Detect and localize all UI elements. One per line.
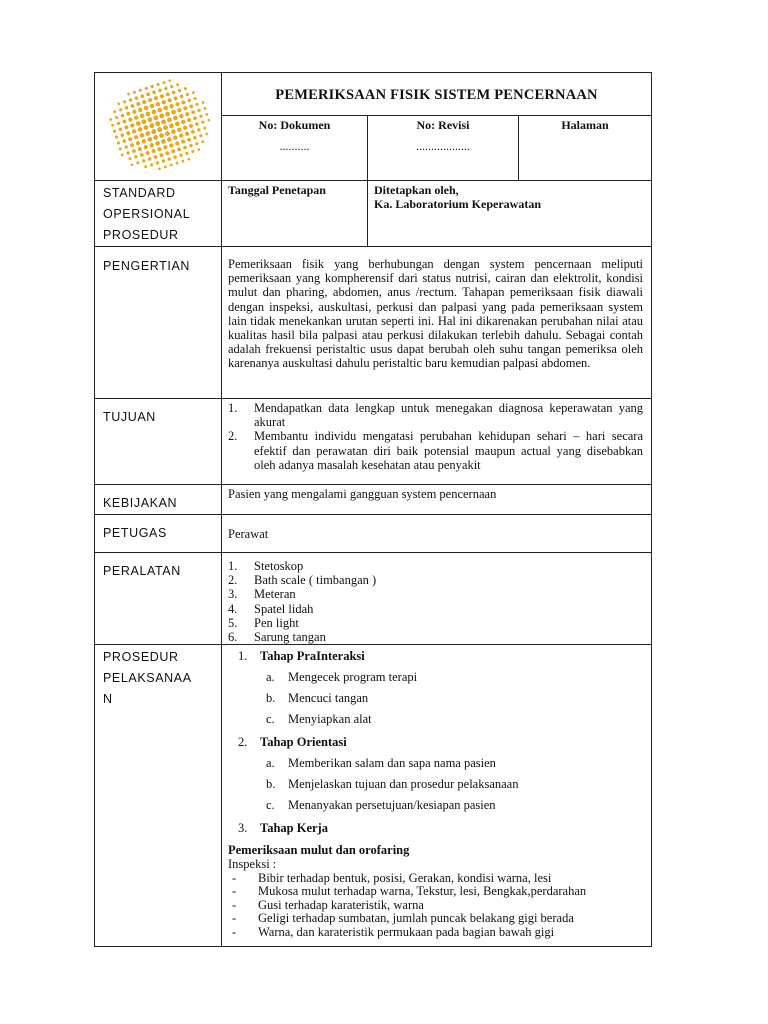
pengertian-text: Pemeriksaan fisik yang berhubungan dengan system pencernaan meliputi pemeriksaan yang kompherensif dari status nutrisi, cairan dan elektrolit, kondisi mulut dan pharing, abdomen, anus /rectum. Tahapan pemeriksaan fisik diawali dengan inspeksi, auskultasi, perkusi dan palpasi yang pada pemeriksaan system lain tidak menekankan urutan seperti ini. Hal ini dikarenakan perubahan nilai atau kualitas hasil bila palpasi atau perkusi dilakukan terlebih dahulu. Sebagai contah adalah frekuensi peristaltic usus dapat berubah oleh suhu tangan pemeriksa oleh karenanya auskultasi dahulu peristaltic baru kemudian palpasi abdomen. bbox=[222, 247, 652, 399]
peralatan-item-number: 5. bbox=[228, 615, 238, 630]
peralatan-item-text: Sarung tangan bbox=[254, 630, 326, 645]
logo-dot bbox=[133, 115, 139, 121]
logo-dot bbox=[195, 142, 199, 146]
tahap-step-number: b. bbox=[266, 777, 276, 792]
logo-dot bbox=[124, 145, 128, 149]
tahap-step bbox=[228, 756, 643, 777]
logo-dot bbox=[139, 132, 145, 138]
tujuan-item-text: Membantu individu mengatasi perubahan kehidupan sehari – hari secara efektif dan perawatan diri baik potensial maupun actual yang disebabkan oleh adanya masalah kesehatan atau penyakit bbox=[254, 429, 644, 472]
logo-dot bbox=[124, 106, 128, 110]
logo-dot bbox=[142, 99, 147, 104]
logo-dot bbox=[126, 131, 131, 136]
tahap-step-text: Menjelaskan tujuan dan prosedur pelaksanaan bbox=[288, 777, 519, 792]
logo-dot bbox=[201, 140, 204, 143]
logo-dot bbox=[205, 132, 208, 135]
logo-dot bbox=[175, 102, 180, 107]
logo-dot bbox=[163, 165, 167, 169]
logo-dot bbox=[152, 90, 157, 95]
logo-dot bbox=[179, 94, 184, 99]
logo-dot bbox=[134, 155, 138, 159]
logo-dot bbox=[161, 138, 167, 144]
logo-dot bbox=[130, 103, 135, 108]
tahap-step bbox=[228, 691, 643, 712]
logo-dot bbox=[167, 157, 171, 161]
logo-dot bbox=[127, 92, 131, 96]
tujuan-label: TUJUAN bbox=[95, 399, 222, 485]
kebijakan-text: Pasien yang mengalami gangguan system pencernaan bbox=[222, 485, 652, 515]
peralatan-item bbox=[228, 630, 643, 644]
logo-dot bbox=[161, 159, 165, 163]
logo-dot bbox=[137, 127, 143, 133]
logo-dot bbox=[149, 123, 155, 129]
mulut-heading: Pemeriksaan mulut dan orofaring bbox=[228, 843, 410, 858]
logo-dot bbox=[128, 98, 132, 102]
logo-dot bbox=[171, 149, 176, 154]
logo-dot bbox=[153, 115, 159, 121]
no-dokumen-cell bbox=[222, 115, 368, 180]
logo-dot bbox=[145, 111, 151, 117]
logo-dot bbox=[176, 127, 182, 133]
tahap-step-number: a. bbox=[266, 670, 275, 685]
inspeksi-list bbox=[228, 872, 643, 940]
logo-dot bbox=[172, 135, 178, 141]
logo-dot bbox=[191, 150, 195, 154]
logo-dot bbox=[132, 149, 137, 154]
logo-dot bbox=[130, 123, 135, 128]
logo-dot bbox=[201, 101, 204, 104]
logo-dot bbox=[189, 123, 194, 128]
logo-dot bbox=[116, 121, 120, 125]
logo-dot bbox=[144, 165, 148, 169]
logo-cell bbox=[95, 73, 222, 181]
tahap-title: Tahap Kerja bbox=[260, 821, 328, 836]
inspeksi-item-number: - bbox=[232, 897, 237, 912]
tahap-step bbox=[228, 798, 643, 819]
no-revisi-label: No: Revisi bbox=[416, 117, 470, 132]
logo-dot bbox=[153, 96, 158, 101]
logo-dot bbox=[170, 129, 176, 135]
tahap-step-number: b. bbox=[266, 691, 276, 706]
logo-dot bbox=[167, 98, 172, 103]
logo-dot bbox=[151, 109, 157, 115]
ditetapkan-oleh bbox=[368, 181, 652, 247]
peralatan-item-number: 1. bbox=[228, 559, 238, 573]
ditetapkan-line: Ka. Laboratorium Keperawatan bbox=[374, 197, 541, 212]
logo-dot bbox=[115, 116, 119, 120]
tahap-title: Tahap PraInteraksi bbox=[260, 649, 365, 664]
logo-dot bbox=[130, 163, 133, 166]
logo-dot bbox=[118, 147, 122, 151]
logo-dot bbox=[151, 128, 157, 134]
sop-table bbox=[94, 72, 652, 947]
logo-dot bbox=[183, 145, 188, 150]
logo-dot bbox=[173, 155, 177, 159]
logo-dot bbox=[141, 138, 147, 144]
logo-dot bbox=[128, 117, 133, 122]
logo-dot bbox=[207, 119, 210, 122]
logo-dot bbox=[184, 87, 188, 91]
logo-dot bbox=[111, 124, 115, 128]
logo-dot bbox=[203, 107, 206, 110]
tujuan-item-text: Mendapatkan data lengkap untuk menegakan diagnosa keperawatan yang akurat bbox=[254, 401, 644, 430]
no-dokumen-label: No: Dokumen bbox=[258, 117, 331, 132]
logo-dot bbox=[191, 129, 196, 134]
logo-dot bbox=[169, 143, 174, 148]
logo-dot bbox=[156, 83, 160, 87]
logo-dot bbox=[147, 98, 152, 103]
tujuan-content bbox=[222, 399, 652, 485]
tahap-step-text: Memberikan salam dan sapa nama pasien bbox=[288, 756, 496, 771]
logo-dot bbox=[163, 145, 168, 150]
inspeksi-item bbox=[228, 912, 643, 926]
logo-dot bbox=[137, 147, 142, 152]
logo-dot bbox=[197, 128, 201, 132]
tanggal-penetapan: Tanggal Penetapan bbox=[222, 181, 368, 247]
logo-dot bbox=[165, 151, 170, 156]
logo-dot bbox=[139, 113, 145, 119]
tahap-step-text: Mengecek program terapi bbox=[288, 670, 418, 685]
logo-dot bbox=[158, 88, 163, 93]
logo-dot bbox=[187, 137, 192, 142]
inspeksi-item-number: - bbox=[232, 870, 237, 885]
logo-dot bbox=[149, 103, 155, 109]
logo-dot bbox=[171, 90, 176, 95]
logo-dot bbox=[173, 96, 178, 101]
logo-dot bbox=[199, 114, 203, 118]
peralatan-item-text: Meteran bbox=[254, 587, 296, 602]
logo-dot bbox=[178, 133, 183, 138]
logo-dot bbox=[182, 125, 187, 130]
logo-dot bbox=[165, 92, 170, 97]
sop-document bbox=[94, 72, 652, 947]
prosedur-label-line: N bbox=[103, 692, 113, 707]
tujuan-list bbox=[228, 401, 643, 472]
no-dokumen-value: .......... bbox=[279, 138, 310, 153]
logo-dot bbox=[147, 117, 153, 123]
tujuan-item bbox=[228, 429, 643, 472]
logo-dot bbox=[159, 113, 165, 119]
peralatan-content bbox=[222, 553, 652, 645]
logo-dot bbox=[174, 121, 180, 127]
logo-dot bbox=[187, 98, 191, 102]
logo-dot bbox=[168, 123, 174, 129]
logo-dot bbox=[181, 100, 186, 105]
no-revisi-cell bbox=[368, 115, 519, 180]
logo-dot bbox=[193, 97, 197, 101]
logo-dot bbox=[168, 79, 171, 82]
peralatan-item-number: 4. bbox=[228, 601, 238, 616]
logo-dot bbox=[187, 117, 192, 122]
logo-dot bbox=[179, 153, 183, 157]
logo-dot bbox=[177, 147, 182, 152]
tahap-step bbox=[228, 670, 643, 691]
logo-dot bbox=[155, 121, 161, 127]
inspeksi-item bbox=[228, 899, 643, 913]
logo-dot bbox=[140, 94, 145, 99]
logo-dot bbox=[128, 137, 133, 142]
pengertian-label: PENGERTIAN bbox=[95, 247, 222, 399]
inspeksi-item-text: Warna, dan karateristik permukaan pada bagian bawah gigi bbox=[258, 924, 555, 939]
peralatan-item-text: Spatel lidah bbox=[254, 601, 314, 616]
inspeksi-item-text: Geligi terhadap sumbatan, jumlah puncak belakang gigi berada bbox=[258, 911, 574, 926]
logo-dot bbox=[187, 158, 190, 161]
peralatan-list bbox=[228, 559, 643, 644]
document-title: PEMERIKSAAN FISIK SISTEM PENCERNAAN bbox=[222, 73, 652, 116]
logo-dot bbox=[155, 161, 159, 165]
petugas-label: PETUGAS bbox=[95, 515, 222, 553]
tahap-list bbox=[228, 649, 643, 842]
tahap-number: 3. bbox=[238, 821, 248, 836]
halaman-cell bbox=[519, 115, 652, 180]
logo-dot bbox=[135, 121, 141, 127]
logo-dot bbox=[161, 99, 167, 105]
logo-dot bbox=[136, 161, 140, 165]
logo-dot bbox=[124, 125, 129, 130]
logo-dot bbox=[169, 103, 175, 109]
ditetapkan-line: Ditetapkan oleh, bbox=[374, 183, 459, 197]
peralatan-item-text: Pen light bbox=[254, 615, 299, 630]
logo-dot bbox=[158, 167, 161, 170]
tahap-number: 2. bbox=[238, 735, 248, 750]
logo-dot bbox=[172, 115, 178, 121]
logo-dot bbox=[113, 110, 117, 114]
logo-dot bbox=[162, 125, 168, 131]
logo-dot bbox=[123, 100, 127, 104]
logo-dot bbox=[116, 141, 120, 145]
logo-dot bbox=[132, 109, 137, 114]
inspeksi-item-text: Bibir terhadap bentuk, posisi, Gerakan, kondisi warna, lesi bbox=[258, 870, 552, 885]
petugas-text: Perawat bbox=[222, 515, 652, 553]
peralatan-item bbox=[228, 573, 643, 587]
peralatan-item bbox=[228, 587, 643, 601]
logo-dots bbox=[103, 73, 220, 175]
logo-dot bbox=[120, 133, 125, 138]
logo-dot bbox=[153, 134, 159, 140]
logo-dot bbox=[114, 135, 118, 139]
logo-dot bbox=[163, 105, 169, 111]
logo-dot bbox=[145, 130, 151, 136]
tahap-step-number: c. bbox=[266, 712, 275, 727]
logo-dot bbox=[155, 140, 161, 146]
logo-dot bbox=[177, 88, 181, 92]
logo-dot bbox=[166, 117, 172, 123]
logo-dot bbox=[143, 125, 149, 131]
inspeksi-item-number: - bbox=[232, 924, 237, 939]
logo-dot bbox=[118, 127, 122, 131]
logo-dot bbox=[138, 88, 142, 92]
logo-dot bbox=[134, 96, 139, 101]
logo-dot bbox=[201, 120, 205, 124]
logo-dot bbox=[143, 144, 148, 149]
logo-dot bbox=[147, 157, 152, 162]
prosedur-label bbox=[95, 645, 222, 947]
logo-dot bbox=[189, 143, 193, 147]
logo-dot bbox=[176, 83, 180, 87]
prosedur-label-line: PROSEDUR bbox=[103, 650, 179, 665]
sop-label bbox=[95, 181, 222, 247]
logo-dot bbox=[109, 118, 112, 121]
logo-dot bbox=[144, 86, 148, 90]
tahap-heading bbox=[228, 821, 643, 842]
logo-dot bbox=[146, 92, 151, 97]
logo-dot bbox=[142, 159, 146, 163]
peralatan-label: PERALATAN bbox=[95, 553, 222, 645]
tujuan-item-number: 1. bbox=[228, 401, 238, 415]
logo-dot bbox=[203, 126, 207, 130]
logo-dot bbox=[150, 163, 154, 167]
peralatan-item bbox=[228, 602, 643, 616]
logo-dot bbox=[177, 107, 183, 113]
inspeksi-item-number: - bbox=[232, 911, 237, 926]
logo-dot bbox=[164, 131, 170, 137]
logo-dot bbox=[119, 108, 123, 112]
peralatan-item-number: 3. bbox=[228, 587, 238, 602]
logo-dot bbox=[181, 139, 186, 144]
tahap-step bbox=[228, 777, 643, 798]
peralatan-item-text: Stetoskop bbox=[254, 559, 304, 573]
logo-dot bbox=[162, 81, 166, 85]
tahap-step-number: a. bbox=[266, 756, 275, 771]
logo-dot bbox=[169, 163, 173, 167]
inspeksi-item bbox=[228, 872, 643, 886]
logo-dot bbox=[175, 161, 179, 165]
logo-dot bbox=[120, 113, 124, 117]
logo-dot bbox=[157, 107, 163, 113]
logo-dot bbox=[122, 119, 127, 124]
logo-dot bbox=[170, 85, 174, 89]
logo-dot bbox=[147, 136, 153, 142]
logo-dot bbox=[175, 141, 180, 146]
logo-dot bbox=[155, 101, 161, 107]
sop-label-line: PROSEDUR bbox=[103, 228, 179, 242]
logo-dot bbox=[133, 135, 138, 140]
logo-dot bbox=[150, 84, 154, 88]
logo-dot bbox=[149, 142, 155, 148]
logo-dot bbox=[185, 92, 189, 96]
logo-dot bbox=[113, 129, 117, 133]
peralatan-item bbox=[228, 559, 643, 573]
institution-logo-icon bbox=[95, 73, 222, 175]
peralatan-item-number: 2. bbox=[228, 573, 238, 588]
tahap-number: 1. bbox=[238, 649, 248, 664]
logo-dot bbox=[143, 105, 149, 111]
tahap-step-text: Menyiapkan alat bbox=[288, 712, 372, 727]
logo-dot bbox=[180, 119, 186, 125]
logo-dot bbox=[191, 110, 196, 115]
peralatan-item-text: Bath scale ( timbangan ) bbox=[254, 573, 377, 588]
logo-dot bbox=[126, 111, 131, 116]
logo-dot bbox=[164, 86, 168, 90]
logo-dot bbox=[136, 101, 141, 106]
logo-dot bbox=[165, 111, 171, 117]
inspeksi-item-text: Gusi terhadap karateristik, warna bbox=[258, 897, 424, 912]
logo-dot bbox=[185, 112, 190, 117]
logo-dot bbox=[153, 155, 158, 160]
logo-dot bbox=[139, 153, 144, 158]
logo-dot bbox=[122, 139, 127, 144]
logo-dot bbox=[126, 151, 130, 155]
logo-dot bbox=[128, 157, 132, 161]
logo-dot bbox=[133, 90, 137, 94]
logo-dot bbox=[145, 151, 150, 156]
peralatan-item-number: 6. bbox=[228, 630, 238, 645]
logo-dot bbox=[185, 151, 189, 155]
peralatan-item bbox=[228, 616, 643, 630]
logo-dot bbox=[197, 108, 201, 112]
tahap-step bbox=[228, 712, 643, 733]
halaman-label: Halaman bbox=[561, 117, 609, 132]
logo-dot bbox=[195, 102, 199, 106]
inspeksi-item bbox=[228, 885, 643, 899]
prosedur-label-line: PELAKSANAA bbox=[103, 671, 192, 686]
no-revisi-value: .................. bbox=[416, 138, 470, 153]
logo-dot bbox=[195, 122, 200, 127]
tujuan-item-number: 2. bbox=[228, 429, 238, 444]
logo-dot bbox=[205, 113, 208, 116]
logo-dot bbox=[117, 102, 121, 106]
logo-dot bbox=[157, 147, 162, 152]
logo-dot bbox=[159, 94, 164, 99]
logo-dot bbox=[189, 104, 194, 109]
logo-dot bbox=[193, 136, 197, 140]
inspeksi-item bbox=[228, 926, 643, 940]
logo-dot bbox=[181, 159, 185, 163]
logo-dot bbox=[192, 91, 196, 95]
logo-dot bbox=[137, 107, 142, 112]
tahap-step-text: Mencuci tangan bbox=[288, 691, 369, 706]
sop-label-line: STANDARD bbox=[103, 186, 176, 200]
prosedur-content bbox=[222, 645, 652, 947]
tahap-step-text: Menanyakan persetujuan/kesiapan pasien bbox=[288, 798, 496, 813]
logo-dot bbox=[197, 148, 200, 151]
logo-dot bbox=[141, 119, 147, 125]
logo-dot bbox=[199, 134, 203, 138]
sop-label-line: OPERSIONAL bbox=[103, 207, 191, 221]
inspeksi-item-number: - bbox=[232, 884, 237, 899]
logo-dot bbox=[130, 143, 135, 148]
logo-dot bbox=[193, 116, 198, 121]
logo-dot bbox=[166, 137, 172, 143]
logo-dot bbox=[183, 106, 188, 111]
logo-dot bbox=[179, 113, 185, 119]
tujuan-item bbox=[228, 401, 643, 429]
logo-dot bbox=[161, 119, 167, 125]
inspeksi-label: Inspeksi : bbox=[228, 857, 277, 872]
tahap-heading bbox=[228, 649, 643, 670]
tahap-step-number: c. bbox=[266, 798, 275, 813]
inspeksi-item-text: Mukosa mulut terhadap warna, Tekstur, lesi, Bengkak,perdarahan bbox=[258, 884, 587, 899]
logo-dot bbox=[171, 109, 177, 115]
logo-dot bbox=[120, 153, 124, 157]
tahap-title: Tahap Orientasi bbox=[260, 735, 347, 750]
logo-dot bbox=[151, 148, 156, 153]
tahap-heading bbox=[228, 735, 643, 756]
logo-dot bbox=[131, 129, 137, 135]
logo-dot bbox=[135, 141, 140, 146]
logo-dot bbox=[184, 131, 189, 136]
logo-dot bbox=[159, 132, 165, 138]
logo-dot bbox=[157, 126, 163, 132]
kebijakan-label: KEBIJAKAN bbox=[95, 485, 222, 515]
logo-dot bbox=[159, 153, 164, 158]
